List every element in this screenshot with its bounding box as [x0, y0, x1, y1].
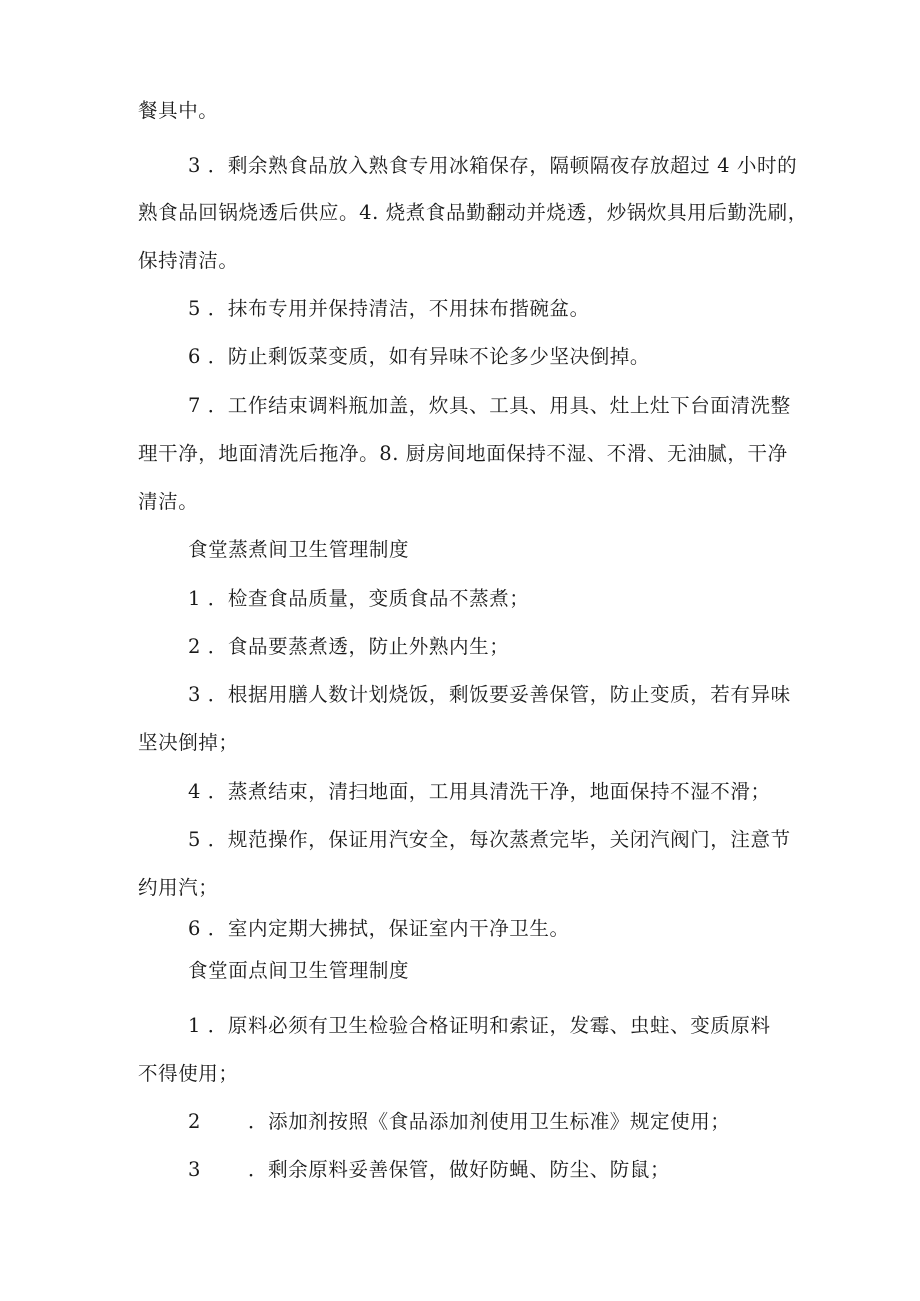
text-line: 2 ．添加剂按照《食品添加剂使用卫生标准》规定使用；	[188, 1110, 731, 1133]
text-line: 熟食品回锅烧透后供应。4. 烧煮食品勤翻动并烧透，炒锅炊具用后勤洗刷，	[138, 201, 808, 224]
text-line: 餐具中。	[138, 99, 219, 122]
text-line: 3 ．剩余熟食品放入熟食专用冰箱保存，隔顿隔夜存放超过 4 小时的	[188, 154, 798, 177]
text-line: 5 ．规范操作，保证用汽安全，每次蒸煮完毕，关闭汽阀门，注意节	[188, 828, 791, 851]
text-line: 3 ．根据用膳人数计划烧饭，剩饭要妥善保管，防止变质，若有异味	[188, 683, 791, 706]
text-line: 5 ．抹布专用并保持清洁，不用抹布揩碗盆。	[188, 297, 590, 320]
text-line: 保持清洁。	[138, 249, 239, 272]
section-heading: 食堂蒸煮间卫生管理制度	[188, 538, 410, 561]
text-line: 理干净，地面清洗后拖净。8. 厨房间地面保持不湿、不滑、无油腻，干净	[138, 442, 788, 465]
section-heading: 食堂面点间卫生管理制度	[188, 959, 410, 982]
text-line: 6 ．室内定期大拂拭，保证室内干净卫生。	[188, 917, 570, 940]
text-line: 约用汽；	[138, 876, 219, 899]
text-line: 1 ．原料必须有卫生检验合格证明和索证，发霉、虫蛀、变质原料	[188, 1014, 771, 1037]
text-line: 坚决倒掉；	[138, 731, 239, 754]
text-line: 清洁。	[138, 490, 199, 513]
text-line: 2 ．食品要蒸煮透，防止外熟内生；	[188, 635, 510, 658]
text-line: 1 ．检查食品质量，变质食品不蒸煮；	[188, 587, 530, 610]
text-line: 3 ．剩余原料妥善保管，做好防蝇、防尘、防鼠；	[188, 1158, 671, 1181]
text-line: 4 ．蒸煮结束，清扫地面，工用具清洗干净，地面保持不湿不滑；	[188, 780, 771, 803]
text-line: 6 ．防止剩饭菜变质，如有异味不论多少坚决倒掉。	[188, 345, 651, 368]
text-line: 7 ．工作结束调料瓶加盖，炊具、工具、用具、灶上灶下台面清洗整	[188, 394, 791, 417]
text-line: 不得使用；	[138, 1062, 239, 1085]
